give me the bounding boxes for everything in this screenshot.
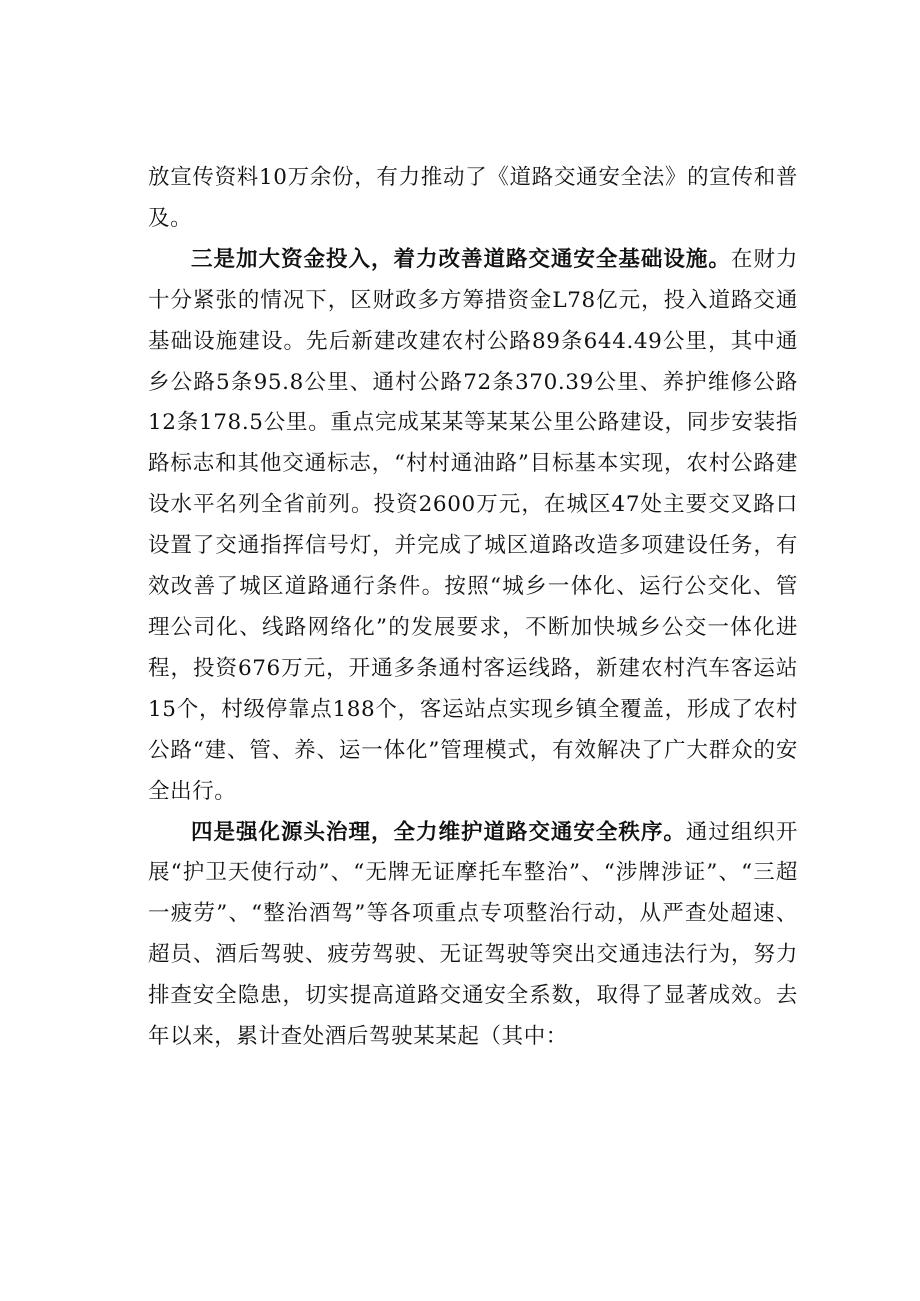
paragraph-lead: 三是加大资金投入，着力改善道路交通安全基础设施。: [191, 246, 731, 272]
paragraph-enforcement: [148, 813, 798, 1058]
paragraph-text: 通过组织开展“护卫天使行动”、“无牌无证摩托车整治”、“涉牌涉证”、“三超一疲劳”、“整治酒驾”等各项重点专项整治行动，从严查处超速、超员、酒后驾驶、疲劳驾驶、无证驾驶等突出交通违法行为，努力排查安全隐患，切实提高道路交通安全系数，取得了显著成效。去年以来，累计查处酒后驾驶某某起（其中：: [148, 819, 798, 1050]
paragraph-text: 在财力十分紧张的情况下，区财政多方筹措资金L78亿元，投入道路交通基础设施建设。先后新建改建农村公路89条644.49公里，其中通乡公路5条95.8公里、通村公路72条370.39公里、养护维修公路12条178.5公里。重点完成某某等某某公里公路建设，同步安装指路标志和其他交通标志，“村村通油路”目标基本实现，农村公路建设水平名列全省前列。投资2600万元，在城区47处主要交叉路口设置了交通指挥信号灯，并完成了城区道路改造多项建设任务，有效改善了城区道路通行条件。按照“城乡一体化、运行公交化、管理公司化、线路网络化”的发展要求，不断加快城乡公交一体化进程，投资676万元，开通多条通村客运线路，新建农村汽车客运站15个，村级停靠点188个，客运站点实现乡镇全覆盖，形成了农村公路“建、管、养、运一体化”管理模式，有效解决了广大群众的安全出行。: [148, 246, 798, 804]
paragraph-lead: 四是强化源头治理，全力维护道路交通安全秩序。: [191, 819, 686, 845]
paragraph-continuation: [148, 158, 798, 240]
document-page: [148, 158, 798, 1058]
paragraph-text: 放宣传资料10万余份，有力推动了《道路交通安全法》的宣传和普及。: [148, 165, 798, 231]
paragraph-funding: [148, 240, 798, 813]
